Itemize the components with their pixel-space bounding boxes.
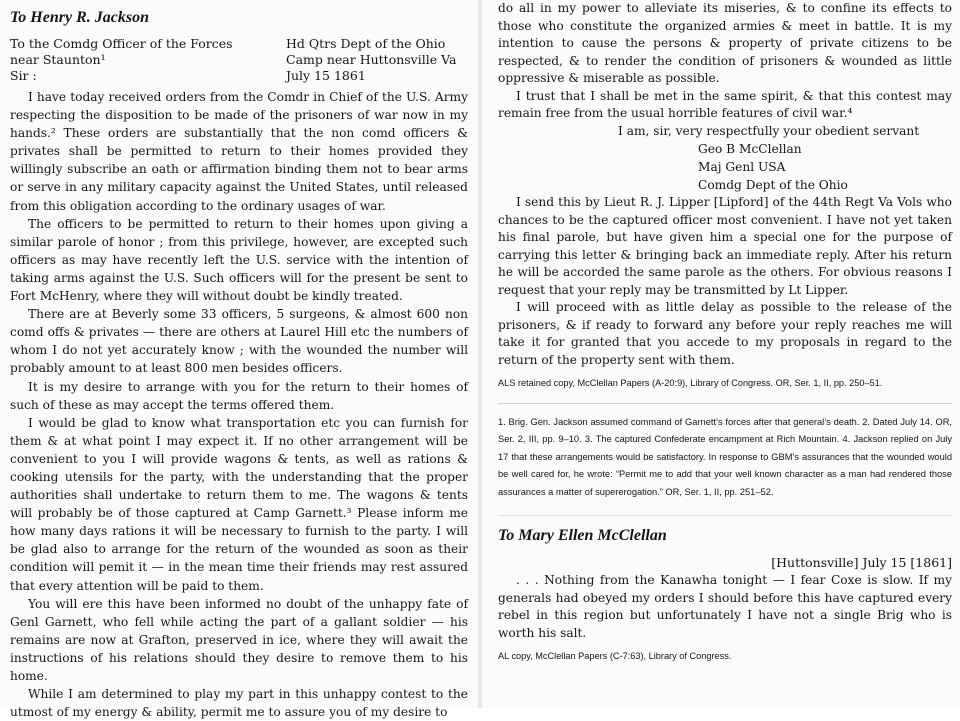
address-block [10, 36, 468, 88]
dateline-date: [Huttonsville] July 15 [1861] [771, 555, 952, 570]
source-note: AL copy, McClellan Papers (C-7:63), Library of Congress. [498, 651, 732, 661]
footnotes: 1. Brig. Gen. Jackson assumed command of Garnett’s forces after that general’s death. 2. Dated July 14. OR, Ser. 2, III, pp. 9–10. 3. The captured Confederate encampment at Rich Mountain. 4. Jackson replied on July 17 that these arrangements would be satisfactory. In response to GBM’s assurances that the wounded would be well cared for, he wrote: “Permit me to add that your well known character as a man had rendered those assurances a matter of supererogation.” OR, Ser. 1, II, pp. 251–52. [498, 416, 952, 497]
paragraph: I send this by Lieut R. J. Lipper [Lipford] of the 44th Regt Va Vols who chances to be the captured officer most convenient. I have not yet taken his final parole, but have given him a special one for the purpose of carrying this letter & bringing back an immediate reply. After his return he will be accorded the same parole as the others. For obvious reasons I request that your reply may be transmitted by Lt Lipper. [498, 195, 952, 297]
closing: I am, sir, very respectfully your obedient servant [618, 123, 920, 138]
paragraph: You will ere this have been informed no doubt of the unhappy fate of Genl Garnett, who fell while acting the part of a gallant soldier — his remains are now at Grafton, preserved in ice, where they will await the instructions of his relations should they desire to remove them to his home. [10, 596, 468, 683]
addressee-line: To the Comdg Officer of the Forces [10, 36, 233, 51]
paragraph: I trust that I shall be met in the same spirit, & that this contest may remain free from the usual horrible features of civil war.⁴ [498, 88, 952, 120]
signature-line: Maj Genl USA [698, 160, 786, 174]
addressee [10, 36, 233, 84]
paragraph: The officers to be permitted to return to their homes upon giving a similar parole of honor ; from this privilege, however, are excepted such officers as may have recently left the U.S. service with the intention of taking arms against the U.S. Such officers will for the present be sent to Fort McHenry, where they will without doubt be kindly treated. [10, 216, 468, 304]
paragraph: . . . Nothing from the Kanawha tonight — I fear Coxe is slow. If my generals had obeyed my orders I should before this have captured every rebel in this region but unfortunately I have not a single Brig who is worth his salt. [498, 573, 952, 640]
paragraph: There are at Beverly some 33 officers, 5 surgeons, & almost 600 non comd offs & privates — there are others at Laurel Hill etc the numbers of whom I do not yet accurately know ; with the wounded the number will probably amount to at least 800 men besides officers. [10, 307, 468, 376]
paragraph: I would be glad to know what transportation etc you can furnish for them & at what point I may expect it. If no other arrangement will be convenient to you I will provide wagons & tents, as well as rations & cooking utensils for the party, with the understanding that the proper authorities shall undertake to return them to me. The wagons & tents will probably be of those captured at Camp Garnett.³ Please inform me how many days rations it will be necessary to furnish to the party. I will be glad also to arrange for the return of the wounded as soon as their condition will pemit it — in the mean time their friends may rest assured that every attention will be paid to them. [10, 415, 468, 593]
dateline-date: July 15 1861 [286, 68, 366, 83]
letter-heading: To Mary Ellen McClellan [498, 527, 667, 544]
paragraph: It is my desire to arrange with you for the return to their homes of such of these as may accept the terms offered them. [10, 379, 468, 412]
paragraph: While I am determined to play my part in this unhappy contest to the utmost of my energy & ability, permit me to assure you of my desire to [10, 687, 468, 720]
dateline [286, 36, 456, 84]
source-note: ALS retained copy, McClellan Papers (A-20:9), Library of Congress. OR, Ser. 1, II, pp. 250–51. [498, 378, 883, 388]
dateline-line: Hd Qtrs Dept of the Ohio [286, 36, 446, 51]
divider [498, 403, 952, 404]
letter-heading: To Henry R. Jackson [10, 9, 149, 26]
divider [498, 515, 952, 516]
letter-body [10, 88, 468, 721]
left-column [0, 0, 478, 720]
right-column [482, 0, 960, 708]
paragraph: I will proceed with as little delay as possible to the release of the prisoners, & if ready to forward any before your reply reaches me will take it for granted that you accede to my proposals in regard to the return of the property sent with them. [498, 300, 952, 367]
signature-line: Geo B McClellan [698, 142, 802, 156]
addressee-line: near Staunton¹ [10, 52, 106, 67]
paragraph: do all in my power to alleviate its miseries, & to confine its effects to those who constitute the organized armies & meet in battle. It is my intention to cause the persons & property of private citizens to be respected, & to render the condition of prisoners & wounded as little oppressive & miserable as possible. [498, 1, 952, 85]
paragraph: I have today received orders from the Comdr in Chief of the U.S. Army respecting the disposition to be made of the prisoners of war now in my hands.² These orders are substantially that the non comd officers & privates shall be permitted to return to their homes provided they willingly subscribe an oath or affirmation binding them not to bear arms or serve in any military capacity against the United States, until released from this obligation according to the ordinary usages of war. [10, 90, 468, 213]
dateline-line: Camp near Huttonsville Va [286, 52, 457, 67]
signature-line: Comdg Dept of the Ohio [698, 178, 848, 192]
signature-block [498, 140, 952, 194]
salutation: Sir : [10, 68, 37, 83]
